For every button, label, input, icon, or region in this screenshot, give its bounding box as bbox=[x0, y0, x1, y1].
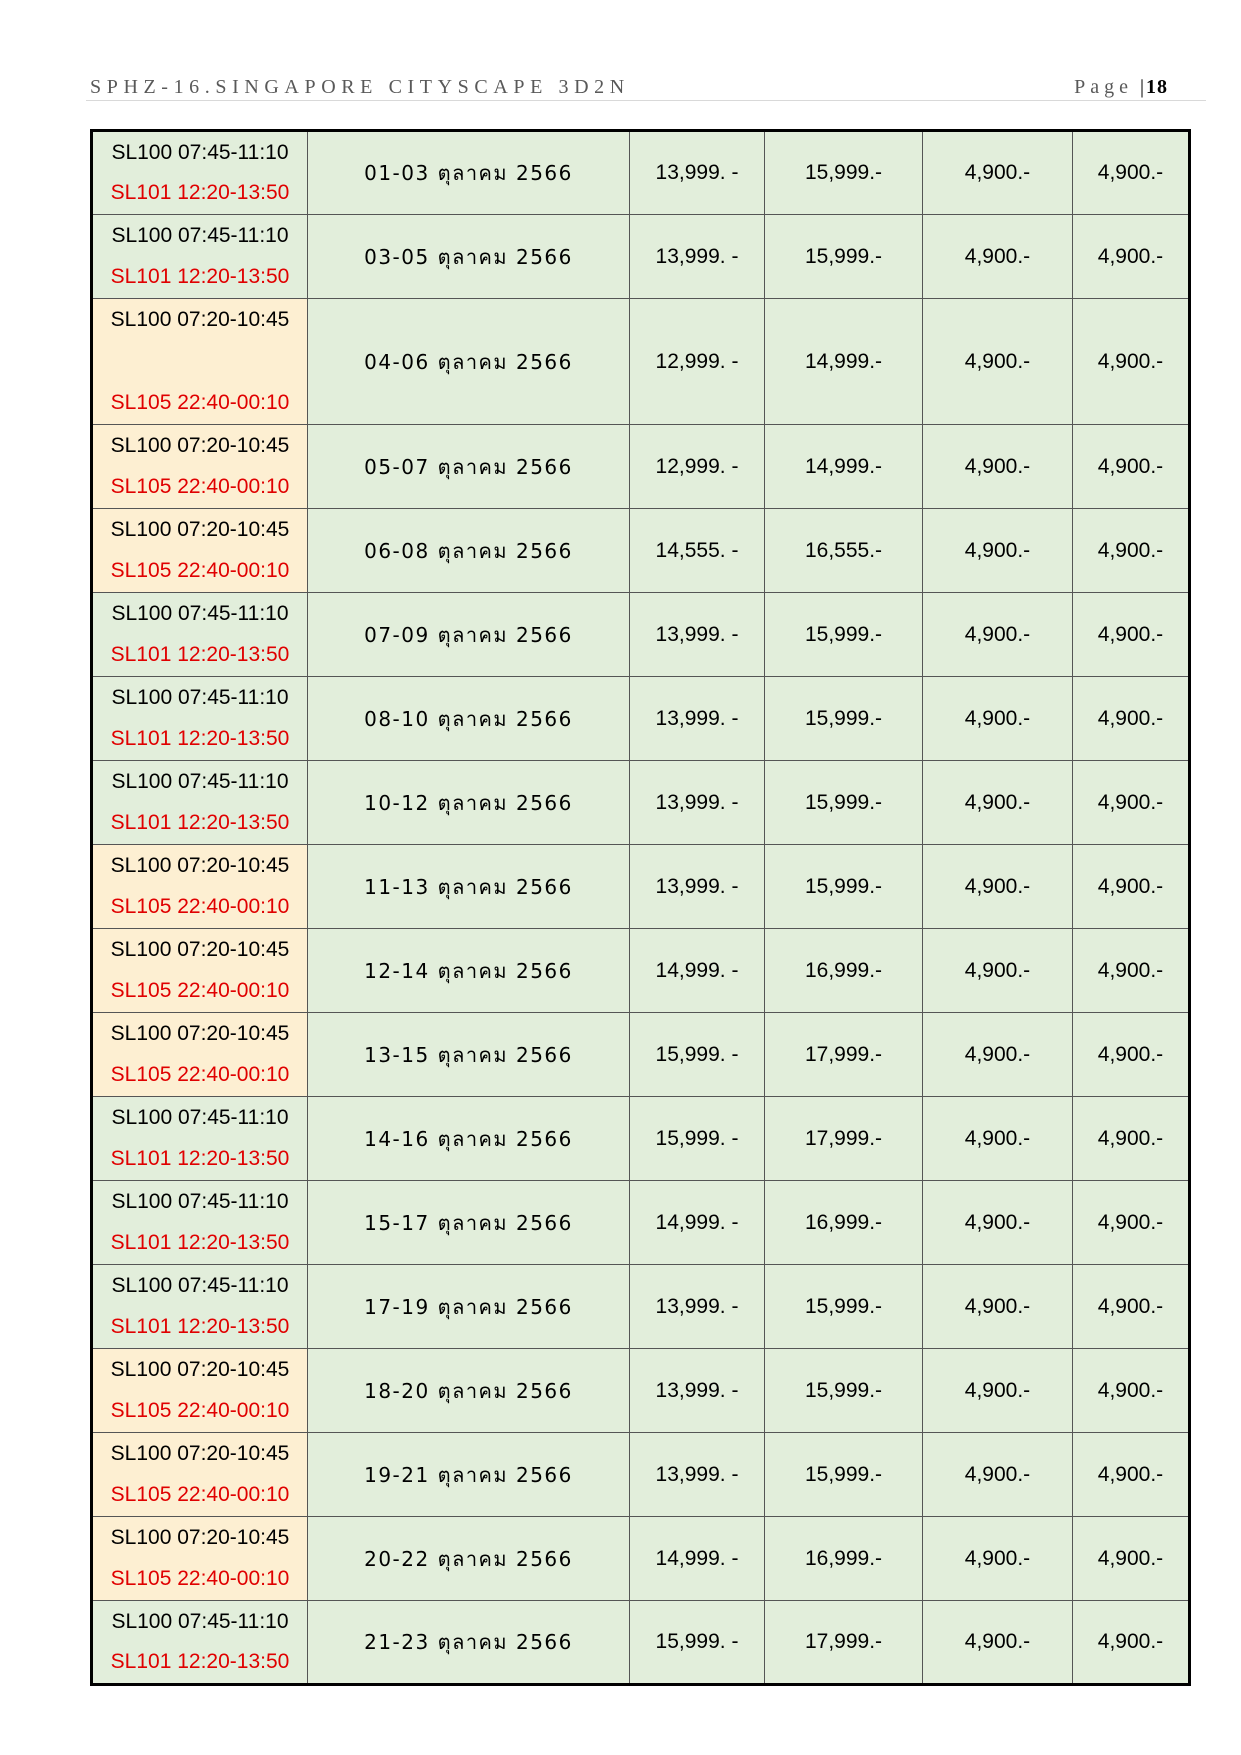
price-adult-twin: 15,999. - bbox=[655, 1630, 739, 1653]
price-col-4: 4,900.- bbox=[964, 1546, 1031, 1570]
price-adult-twin: 13,999. - bbox=[655, 244, 739, 268]
price-col-5: 4,900.- bbox=[1097, 1378, 1164, 1402]
price-child-bed-cell bbox=[765, 1349, 923, 1433]
flight-cell bbox=[92, 761, 308, 845]
outbound-flight: SL100 07:20-10:45 bbox=[110, 434, 290, 457]
price-col-4: 4,900.- bbox=[964, 161, 1031, 184]
price-child-bed: 17,999.- bbox=[804, 1630, 883, 1653]
price-child-bed: 15,999.- bbox=[804, 790, 883, 814]
price-adult-twin: 13,999. - bbox=[655, 706, 739, 730]
flight-cell bbox=[92, 1601, 308, 1685]
outbound-flight: SL100 07:20-10:45 bbox=[110, 854, 290, 877]
price-col-4-cell bbox=[923, 1601, 1073, 1685]
price-col-4-cell bbox=[923, 215, 1073, 299]
price-col-5-cell bbox=[1073, 1265, 1190, 1349]
table-row bbox=[92, 299, 1190, 425]
price-col-4: 4,900.- bbox=[964, 454, 1031, 478]
price-adult-twin-cell bbox=[630, 677, 765, 761]
price-col-4: 4,900.- bbox=[964, 874, 1031, 898]
table-row bbox=[92, 761, 1190, 845]
table-row bbox=[92, 1013, 1190, 1097]
price-col-5: 4,900.- bbox=[1097, 706, 1164, 730]
return-flight: SL101 12:20-13:50 bbox=[110, 265, 290, 288]
price-child-bed-cell bbox=[765, 677, 923, 761]
table-row bbox=[92, 593, 1190, 677]
schedule-body bbox=[92, 131, 1190, 1685]
price-child-bed: 16,555.- bbox=[804, 538, 883, 562]
outbound-flight: SL100 07:20-10:45 bbox=[110, 1358, 290, 1381]
travel-date-cell bbox=[308, 1181, 630, 1265]
outbound-flight: SL100 07:45-11:10 bbox=[111, 602, 289, 625]
price-col-5: 4,900.- bbox=[1097, 538, 1164, 562]
table-row bbox=[92, 1601, 1190, 1685]
price-child-bed-cell bbox=[765, 1601, 923, 1685]
return-flight: SL105 22:40-00:10 bbox=[110, 1483, 290, 1506]
flight-cell bbox=[92, 1517, 308, 1601]
price-col-5-cell bbox=[1073, 509, 1190, 593]
price-col-5-cell bbox=[1073, 593, 1190, 677]
price-col-5: 4,900.- bbox=[1097, 454, 1164, 478]
page-separator: | bbox=[1139, 76, 1144, 98]
price-col-4: 4,900.- bbox=[964, 706, 1031, 730]
price-col-4: 4,900.- bbox=[964, 538, 1031, 562]
travel-date-cell bbox=[308, 131, 630, 215]
price-adult-twin: 14,999. - bbox=[655, 1546, 739, 1570]
price-child-bed: 14,999.- bbox=[804, 349, 883, 373]
price-col-4-cell bbox=[923, 761, 1073, 845]
price-col-5: 4,900.- bbox=[1097, 1462, 1164, 1486]
price-child-bed: 15,999.- bbox=[804, 244, 883, 268]
price-col-4-cell bbox=[923, 509, 1073, 593]
travel-date: 15-17 ตุลาคม 2566 bbox=[364, 1210, 573, 1235]
travel-date-cell bbox=[308, 1433, 630, 1517]
table-row bbox=[92, 1433, 1190, 1517]
table-row bbox=[92, 929, 1190, 1013]
flight-cell bbox=[92, 593, 308, 677]
price-adult-twin-cell bbox=[630, 1517, 765, 1601]
price-col-4: 4,900.- bbox=[964, 349, 1031, 373]
price-col-4: 4,900.- bbox=[964, 790, 1031, 814]
outbound-flight: SL100 07:20-10:45 bbox=[110, 308, 290, 331]
price-child-bed: 16,999.- bbox=[804, 1546, 883, 1570]
return-flight: SL101 12:20-13:50 bbox=[110, 1650, 290, 1673]
outbound-flight: SL100 07:20-10:45 bbox=[110, 1526, 290, 1549]
price-col-4-cell bbox=[923, 929, 1073, 1013]
price-adult-twin-cell bbox=[630, 929, 765, 1013]
travel-date-cell bbox=[308, 677, 630, 761]
travel-date: 01-03 ตุลาคม 2566 bbox=[364, 161, 573, 185]
price-adult-twin: 12,999. - bbox=[655, 349, 739, 373]
return-flight: SL101 12:20-13:50 bbox=[110, 181, 290, 204]
price-col-4-cell bbox=[923, 845, 1073, 929]
price-adult-twin: 13,999. - bbox=[655, 161, 739, 184]
price-adult-twin-cell bbox=[630, 509, 765, 593]
price-col-4-cell bbox=[923, 593, 1073, 677]
price-col-5-cell bbox=[1073, 425, 1190, 509]
travel-date: 05-07 ตุลาคม 2566 bbox=[364, 454, 573, 479]
return-flight: SL105 22:40-00:10 bbox=[110, 1399, 290, 1422]
flight-cell bbox=[92, 1433, 308, 1517]
travel-date-cell bbox=[308, 299, 630, 425]
price-child-bed-cell bbox=[765, 761, 923, 845]
price-child-bed-cell bbox=[765, 425, 923, 509]
price-col-4: 4,900.- bbox=[964, 1126, 1031, 1150]
price-adult-twin-cell bbox=[630, 1181, 765, 1265]
return-flight: SL105 22:40-00:10 bbox=[110, 1567, 290, 1590]
price-col-5: 4,900.- bbox=[1097, 1294, 1164, 1318]
travel-date-cell bbox=[308, 761, 630, 845]
travel-date-cell bbox=[308, 1097, 630, 1181]
return-flight: SL101 12:20-13:50 bbox=[110, 1315, 290, 1338]
outbound-flight: SL100 07:45-11:10 bbox=[111, 1106, 289, 1129]
price-child-bed: 15,999.- bbox=[804, 706, 883, 730]
return-flight: SL101 12:20-13:50 bbox=[110, 1231, 290, 1254]
travel-date-cell bbox=[308, 593, 630, 677]
travel-date: 12-14 ตุลาคม 2566 bbox=[364, 958, 573, 983]
table-row bbox=[92, 1181, 1190, 1265]
price-child-bed-cell bbox=[765, 1097, 923, 1181]
price-adult-twin: 14,999. - bbox=[655, 958, 739, 982]
price-child-bed-cell bbox=[765, 1265, 923, 1349]
price-child-bed: 15,999.- bbox=[804, 1462, 883, 1486]
price-col-4: 4,900.- bbox=[964, 622, 1031, 646]
price-child-bed-cell bbox=[765, 299, 923, 425]
document-title: SPHZ-16.SINGAPORE CITYSCAPE 3D2N bbox=[90, 76, 630, 98]
flight-cell bbox=[92, 1097, 308, 1181]
outbound-flight: SL100 07:45-11:10 bbox=[111, 141, 289, 164]
price-col-5-cell bbox=[1073, 1181, 1190, 1265]
price-col-5: 4,900.- bbox=[1097, 244, 1164, 268]
price-adult-twin-cell bbox=[630, 215, 765, 299]
return-flight: SL105 22:40-00:10 bbox=[110, 475, 290, 498]
return-flight: SL105 22:40-00:10 bbox=[110, 895, 290, 918]
price-col-5: 4,900.- bbox=[1097, 349, 1164, 373]
travel-date-cell bbox=[308, 1013, 630, 1097]
outbound-flight: SL100 07:20-10:45 bbox=[110, 938, 290, 961]
price-child-bed: 15,999.- bbox=[804, 161, 883, 184]
price-adult-twin: 15,999. - bbox=[655, 1126, 739, 1150]
return-flight: SL105 22:40-00:10 bbox=[110, 979, 290, 1002]
flight-cell bbox=[92, 1265, 308, 1349]
price-adult-twin-cell bbox=[630, 1013, 765, 1097]
outbound-flight: SL100 07:45-11:10 bbox=[111, 1610, 289, 1633]
price-col-5-cell bbox=[1073, 1097, 1190, 1181]
price-col-4-cell bbox=[923, 1181, 1073, 1265]
flight-cell bbox=[92, 1181, 308, 1265]
travel-date-cell bbox=[308, 1349, 630, 1433]
price-adult-twin-cell bbox=[630, 425, 765, 509]
travel-date: 17-19 ตุลาคม 2566 bbox=[364, 1294, 573, 1319]
price-child-bed-cell bbox=[765, 845, 923, 929]
travel-date-cell bbox=[308, 1265, 630, 1349]
price-child-bed-cell bbox=[765, 1013, 923, 1097]
price-child-bed: 14,999.- bbox=[804, 454, 883, 478]
table-row bbox=[92, 677, 1190, 761]
page-label: Page bbox=[1074, 76, 1133, 98]
travel-date-cell bbox=[308, 509, 630, 593]
price-child-bed: 17,999.- bbox=[804, 1126, 883, 1150]
travel-date: 10-12 ตุลาคม 2566 bbox=[364, 790, 573, 815]
price-col-5-cell bbox=[1073, 1013, 1190, 1097]
price-col-5-cell bbox=[1073, 1601, 1190, 1685]
return-flight: SL101 12:20-13:50 bbox=[110, 727, 290, 750]
table-row bbox=[92, 215, 1190, 299]
price-adult-twin-cell bbox=[630, 299, 765, 425]
price-col-4: 4,900.- bbox=[964, 1462, 1031, 1486]
travel-date: 19-21 ตุลาคม 2566 bbox=[364, 1462, 573, 1487]
price-child-bed-cell bbox=[765, 131, 923, 215]
outbound-flight: SL100 07:45-11:10 bbox=[111, 1274, 289, 1297]
price-col-5-cell bbox=[1073, 677, 1190, 761]
price-child-bed-cell bbox=[765, 215, 923, 299]
price-col-5-cell bbox=[1073, 1433, 1190, 1517]
travel-date: 08-10 ตุลาคม 2566 bbox=[364, 706, 573, 731]
travel-date-cell bbox=[308, 1517, 630, 1601]
price-adult-twin-cell bbox=[630, 131, 765, 215]
return-flight: SL105 22:40-00:10 bbox=[110, 1063, 290, 1086]
flight-cell bbox=[92, 1349, 308, 1433]
return-flight: SL101 12:20-13:50 bbox=[110, 1147, 290, 1170]
price-child-bed: 15,999.- bbox=[804, 874, 883, 898]
table-row bbox=[92, 1265, 1190, 1349]
price-child-bed: 15,999.- bbox=[804, 1378, 883, 1402]
price-adult-twin: 13,999. - bbox=[655, 1462, 739, 1486]
flight-cell bbox=[92, 845, 308, 929]
price-col-5-cell bbox=[1073, 131, 1190, 215]
flight-cell bbox=[92, 509, 308, 593]
return-flight: SL105 22:40-00:10 bbox=[110, 391, 290, 414]
table-row bbox=[92, 845, 1190, 929]
flight-cell bbox=[92, 425, 308, 509]
price-col-5: 4,900.- bbox=[1097, 1042, 1164, 1066]
table-row bbox=[92, 425, 1190, 509]
flight-cell bbox=[92, 299, 308, 425]
price-child-bed: 15,999.- bbox=[804, 1294, 883, 1318]
price-adult-twin-cell bbox=[630, 1349, 765, 1433]
price-col-4-cell bbox=[923, 677, 1073, 761]
page-number: 18 bbox=[1146, 76, 1168, 98]
price-adult-twin-cell bbox=[630, 1265, 765, 1349]
outbound-flight: SL100 07:20-10:45 bbox=[110, 518, 290, 541]
page-indicator bbox=[1074, 76, 1168, 99]
price-col-5: 4,900.- bbox=[1097, 161, 1164, 184]
return-flight: SL101 12:20-13:50 bbox=[110, 811, 290, 834]
price-adult-twin-cell bbox=[630, 845, 765, 929]
price-col-4: 4,900.- bbox=[964, 958, 1031, 982]
price-adult-twin: 15,999. - bbox=[655, 1042, 739, 1066]
price-col-4: 4,900.- bbox=[964, 1042, 1031, 1066]
price-adult-twin: 13,999. - bbox=[655, 622, 739, 646]
travel-date: 04-06 ตุลาคม 2566 bbox=[364, 349, 573, 374]
price-adult-twin: 14,999. - bbox=[655, 1210, 739, 1234]
price-col-4-cell bbox=[923, 1517, 1073, 1601]
table-row bbox=[92, 1349, 1190, 1433]
price-child-bed: 17,999.- bbox=[804, 1042, 883, 1066]
price-col-5-cell bbox=[1073, 1517, 1190, 1601]
travel-date: 21-23 ตุลาคม 2566 bbox=[364, 1630, 573, 1654]
price-col-4-cell bbox=[923, 425, 1073, 509]
travel-date: 20-22 ตุลาคม 2566 bbox=[364, 1546, 573, 1571]
price-child-bed: 16,999.- bbox=[804, 1210, 883, 1234]
price-schedule-table bbox=[90, 129, 1191, 1686]
travel-date: 14-16 ตุลาคม 2566 bbox=[364, 1126, 573, 1151]
price-col-5: 4,900.- bbox=[1097, 622, 1164, 646]
outbound-flight: SL100 07:45-11:10 bbox=[111, 224, 289, 247]
price-col-5-cell bbox=[1073, 299, 1190, 425]
price-adult-twin: 14,555. - bbox=[655, 538, 739, 562]
price-child-bed: 16,999.- bbox=[804, 958, 883, 982]
flight-cell bbox=[92, 1013, 308, 1097]
price-adult-twin: 13,999. - bbox=[655, 1294, 739, 1318]
price-adult-twin-cell bbox=[630, 1433, 765, 1517]
outbound-flight: SL100 07:20-10:45 bbox=[110, 1022, 290, 1045]
price-child-bed-cell bbox=[765, 929, 923, 1013]
price-col-4-cell bbox=[923, 1433, 1073, 1517]
table-row bbox=[92, 1097, 1190, 1181]
price-col-5: 4,900.- bbox=[1097, 874, 1164, 898]
return-flight: SL105 22:40-00:10 bbox=[110, 559, 290, 582]
travel-date: 07-09 ตุลาคม 2566 bbox=[364, 622, 573, 647]
price-adult-twin: 13,999. - bbox=[655, 874, 739, 898]
price-adult-twin: 13,999. - bbox=[655, 1378, 739, 1402]
price-col-5-cell bbox=[1073, 761, 1190, 845]
travel-date: 03-05 ตุลาคม 2566 bbox=[364, 244, 573, 269]
price-child-bed-cell bbox=[765, 1181, 923, 1265]
flight-cell bbox=[92, 929, 308, 1013]
price-col-4-cell bbox=[923, 1013, 1073, 1097]
price-col-5: 4,900.- bbox=[1097, 1126, 1164, 1150]
price-col-5: 4,900.- bbox=[1097, 1630, 1164, 1653]
travel-date-cell bbox=[308, 929, 630, 1013]
price-child-bed-cell bbox=[765, 1433, 923, 1517]
table-row bbox=[92, 509, 1190, 593]
price-col-4: 4,900.- bbox=[964, 244, 1031, 268]
price-col-5: 4,900.- bbox=[1097, 1546, 1164, 1570]
price-col-4-cell bbox=[923, 299, 1073, 425]
price-child-bed-cell bbox=[765, 509, 923, 593]
price-col-5-cell bbox=[1073, 845, 1190, 929]
page-header bbox=[86, 72, 1206, 101]
price-col-5: 4,900.- bbox=[1097, 790, 1164, 814]
price-col-4: 4,900.- bbox=[964, 1378, 1031, 1402]
price-adult-twin-cell bbox=[630, 1097, 765, 1181]
price-adult-twin-cell bbox=[630, 1601, 765, 1685]
outbound-flight: SL100 07:45-11:10 bbox=[111, 770, 289, 793]
price-col-4: 4,900.- bbox=[964, 1630, 1031, 1653]
price-col-5-cell bbox=[1073, 1349, 1190, 1433]
table-row bbox=[92, 131, 1190, 215]
price-child-bed-cell bbox=[765, 593, 923, 677]
price-adult-twin-cell bbox=[630, 593, 765, 677]
price-adult-twin-cell bbox=[630, 761, 765, 845]
price-adult-twin: 13,999. - bbox=[655, 790, 739, 814]
flight-cell bbox=[92, 215, 308, 299]
outbound-flight: SL100 07:20-10:45 bbox=[110, 1442, 290, 1465]
flight-cell bbox=[92, 677, 308, 761]
price-child-bed-cell bbox=[765, 1517, 923, 1601]
price-col-4-cell bbox=[923, 1349, 1073, 1433]
travel-date: 18-20 ตุลาคม 2566 bbox=[364, 1378, 573, 1403]
return-flight: SL101 12:20-13:50 bbox=[110, 643, 290, 666]
price-col-4: 4,900.- bbox=[964, 1210, 1031, 1234]
price-col-5: 4,900.- bbox=[1097, 1210, 1164, 1234]
price-col-5: 4,900.- bbox=[1097, 958, 1164, 982]
price-col-4-cell bbox=[923, 1097, 1073, 1181]
travel-date-cell bbox=[308, 845, 630, 929]
price-col-4-cell bbox=[923, 131, 1073, 215]
travel-date-cell bbox=[308, 215, 630, 299]
flight-cell bbox=[92, 131, 308, 215]
table-row bbox=[92, 1517, 1190, 1601]
price-col-4-cell bbox=[923, 1265, 1073, 1349]
price-col-5-cell bbox=[1073, 929, 1190, 1013]
price-col-5-cell bbox=[1073, 215, 1190, 299]
travel-date-cell bbox=[308, 425, 630, 509]
travel-date-cell bbox=[308, 1601, 630, 1685]
price-col-4: 4,900.- bbox=[964, 1294, 1031, 1318]
travel-date: 11-13 ตุลาคม 2566 bbox=[364, 874, 573, 899]
price-child-bed: 15,999.- bbox=[804, 622, 883, 646]
travel-date: 06-08 ตุลาคม 2566 bbox=[364, 538, 573, 563]
travel-date: 13-15 ตุลาคม 2566 bbox=[364, 1042, 573, 1067]
outbound-flight: SL100 07:45-11:10 bbox=[111, 686, 289, 709]
outbound-flight: SL100 07:45-11:10 bbox=[111, 1190, 289, 1213]
price-adult-twin: 12,999. - bbox=[655, 454, 739, 478]
